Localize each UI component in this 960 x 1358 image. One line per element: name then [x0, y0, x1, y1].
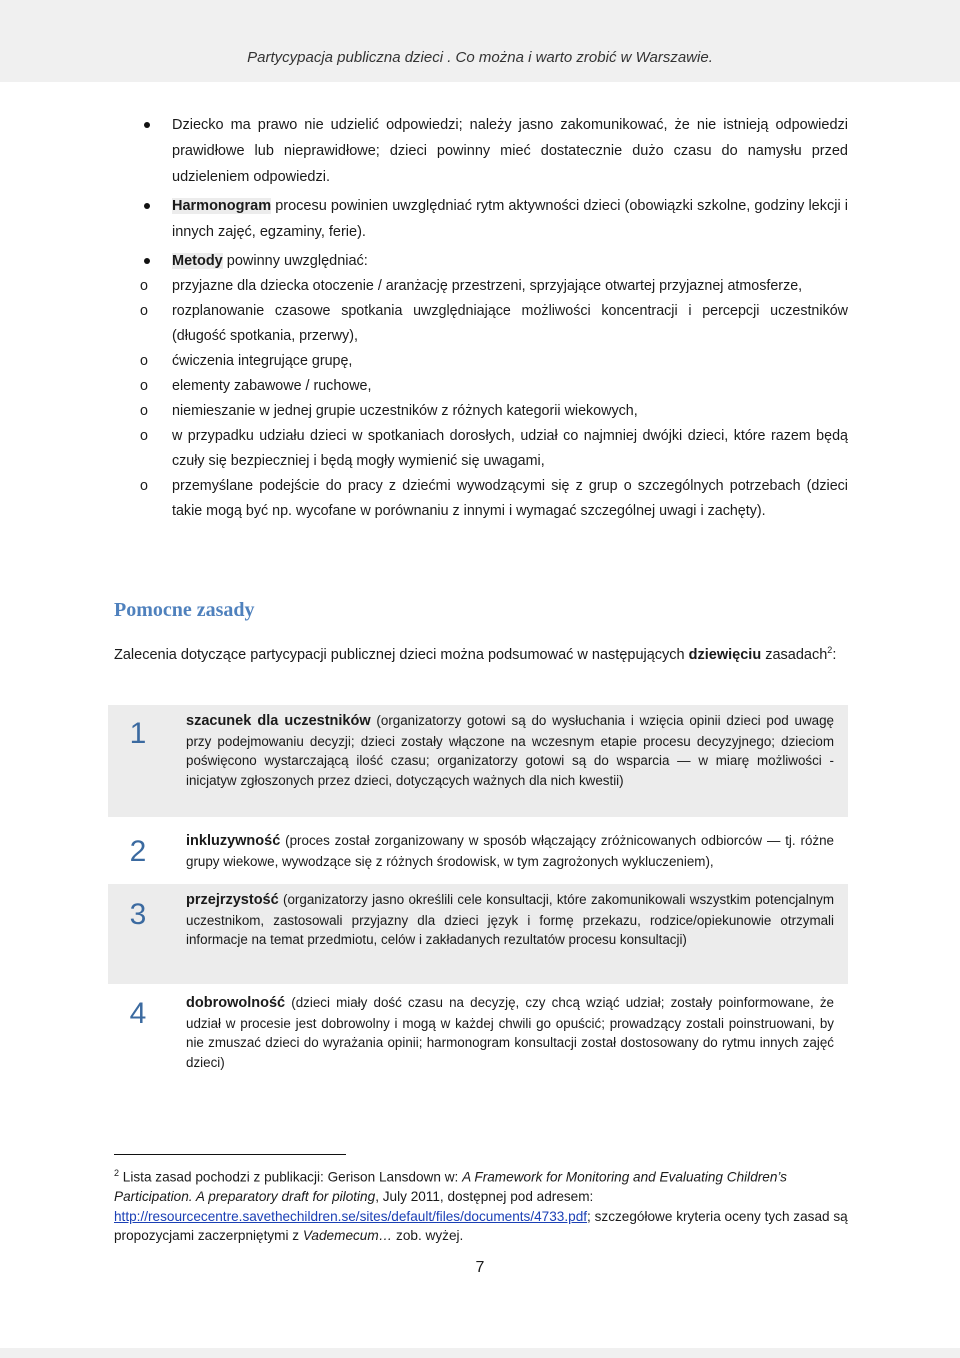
sublist-item: o rozplanowanie czasowe spotkania uwzględniające możliwości koncentracji i percepcji uczestników (długość spotkania, przerwy),: [114, 299, 848, 349]
bullet-item: [114, 193, 848, 245]
principle-item: [108, 705, 848, 817]
footnote-link[interactable]: http://resourcecentre.savethechildren.se/sites/default/files/documents/4733.pdf: [114, 1208, 588, 1224]
principle-item: [108, 884, 848, 984]
page-footer-band: [0, 1348, 960, 1358]
sublist-item: o w przypadku udziału dzieci w spotkaniach dorosłych, udział co najmniej dwójki dzieci, które razem będą czuły się bezpieczniej i będą mogły wymienić się uwagami,: [114, 424, 848, 474]
bullet-dot-icon: [144, 122, 150, 128]
sublist-item: o przyjazne dla dziecka otoczenie / aranżację przestrzeni, sprzyjające otwartej przyjaznej atmosferze,: [114, 274, 848, 299]
sublist-item: o elementy zabawowe / ruchowe,: [114, 374, 848, 399]
circle-marker-icon: o: [140, 478, 148, 494]
section-title: Pomocne zasady: [114, 599, 255, 621]
circle-marker-icon: o: [140, 378, 148, 394]
intro-paragraph: Zalecenia dotyczące partycypacji publicznej dzieci można podsumować w następujących dziewięciu zasadach$^2$:: [114, 645, 837, 663]
sublist-item: o niemieszanie w jednej grupie uczestników z różnych kategorii wiekowych,: [114, 399, 848, 424]
page-number: 7: [475, 1259, 485, 1276]
footnote-separator: [114, 1154, 346, 1155]
circle-marker-icon: o: [140, 403, 148, 419]
circle-marker-icon: o: [140, 428, 148, 444]
bullet-highlight: Metody: [172, 253, 223, 269]
page-header: [0, 0, 960, 82]
bullet-dot-icon: [144, 258, 150, 264]
circle-marker-icon: o: [140, 278, 148, 294]
principle-text: dobrowolność (dzieci miały dość czasu na decyzję, czy chcą wziąć udział; zostały poinformowane, że udział w procesie jest dobrowolny i mogą w każdej chwili go opuścić; prowadzący zostali poinstruowani, by nie zmuszać dzieci do wyrażania opinii; harmonogram konsultacji został dostosowany do rytmu innych zajęć dzieci): [186, 995, 834, 1070]
principle-number: 1: [129, 717, 147, 750]
circle-marker-icon: o: [140, 303, 148, 319]
bullet-item: [114, 112, 848, 190]
principle-text: przejrzystość (organizatorzy jasno określili cele konsultacji, które zakomunikowali wszystkim potencjalnym uczestnikom, zastosowali przyjazny dla dzieci język i formę przekazu, rodzice/opiekunowie otrzymali informacje na temat przedmiotu, celów i zakładanych rezultatów procesu konsultacji): [186, 892, 834, 947]
principle-text: inkluzywność (proces został zorganizowany w sposób włączający zróżnicowanych odbiorców — tj. różne grupy wiekowe, wywodzące się z różnych środowisk, w tym zagrożonych wykluczeniem),: [186, 833, 834, 869]
bullet-item: [114, 248, 848, 524]
sublist-item: o przemyślane podejście do pracy z dziećmi wywodzącymi się z grup o szczególnych potrzebach (dzieci takie mogą być np. wycofane w porównaniu z innymi i wymagać szczególnej uwagi i zachęty).: [114, 474, 848, 524]
circle-marker-icon: o: [140, 353, 148, 369]
sublist-item: o ćwiczenia integrujące grupę,: [114, 349, 848, 374]
bullet-list: [114, 112, 848, 527]
principle-number: 4: [129, 997, 147, 1030]
footnote: $^2$ Lista zasad pochodzi z publikacji: Gerison Lansdown w: A Framework for Monitoring and Evaluating Children’s Participation. A preparatory draft for piloting, July 2011, dostępnej pod adresem: http://resourcecentre.savethechildren.se/sites/default/files/documents/4733.pdf; szczegółowe kryteria oceny tych zasad są propozycjami zaczerpniętymi z Vademecum… zob. wyżej.: [114, 1168, 848, 1244]
methods-sublist: [114, 274, 848, 524]
principle-text: szacunek dla uczestników (organizatorzy gotowi są do wysłuchania i wzięcia opinii dzieci pod uwagę przy podejmowaniu decyzji; dzieci zostały włączone na wczesnym etapie procesu decyzyjnego; dzieciom poświęcono wystarczającą ilość czasu; organizatorzy gotowi są do wsparcia — w miarę możliwości - inicjatyw zgłoszonych przez dzieci, dotyczących ważnych dla nich kwestii): [186, 713, 834, 788]
principle-number: 2: [129, 835, 147, 868]
bullet-text: Dziecko ma prawo nie udzielić odpowiedzi; należy jasno zakomunikować, że nie istnieją odpowiedzi prawidłowe lub nieprawidłowe; dzieci powinny mieć dostatecznie dużo czasu do namysłu przed udzieleniem odpowiedzi.: [172, 117, 848, 185]
principle-number: 3: [129, 898, 147, 931]
header-title: Partycypacja publiczna dzieci . Co można i warto zrobić w Warszawie.: [247, 49, 713, 66]
bullet-text: powinny uwzględniać:: [222, 253, 368, 269]
principle-item: [108, 825, 848, 875]
principle-item: [108, 987, 848, 1077]
bullet-text: procesu powinien uwzględniać rytm aktywności dzieci (obowiązki szkolne, godziny lekcji i innych zajęć, egzaminy, ferie).: [172, 198, 848, 240]
bullet-highlight: Harmonogram: [172, 198, 272, 214]
bullet-dot-icon: [144, 203, 150, 209]
